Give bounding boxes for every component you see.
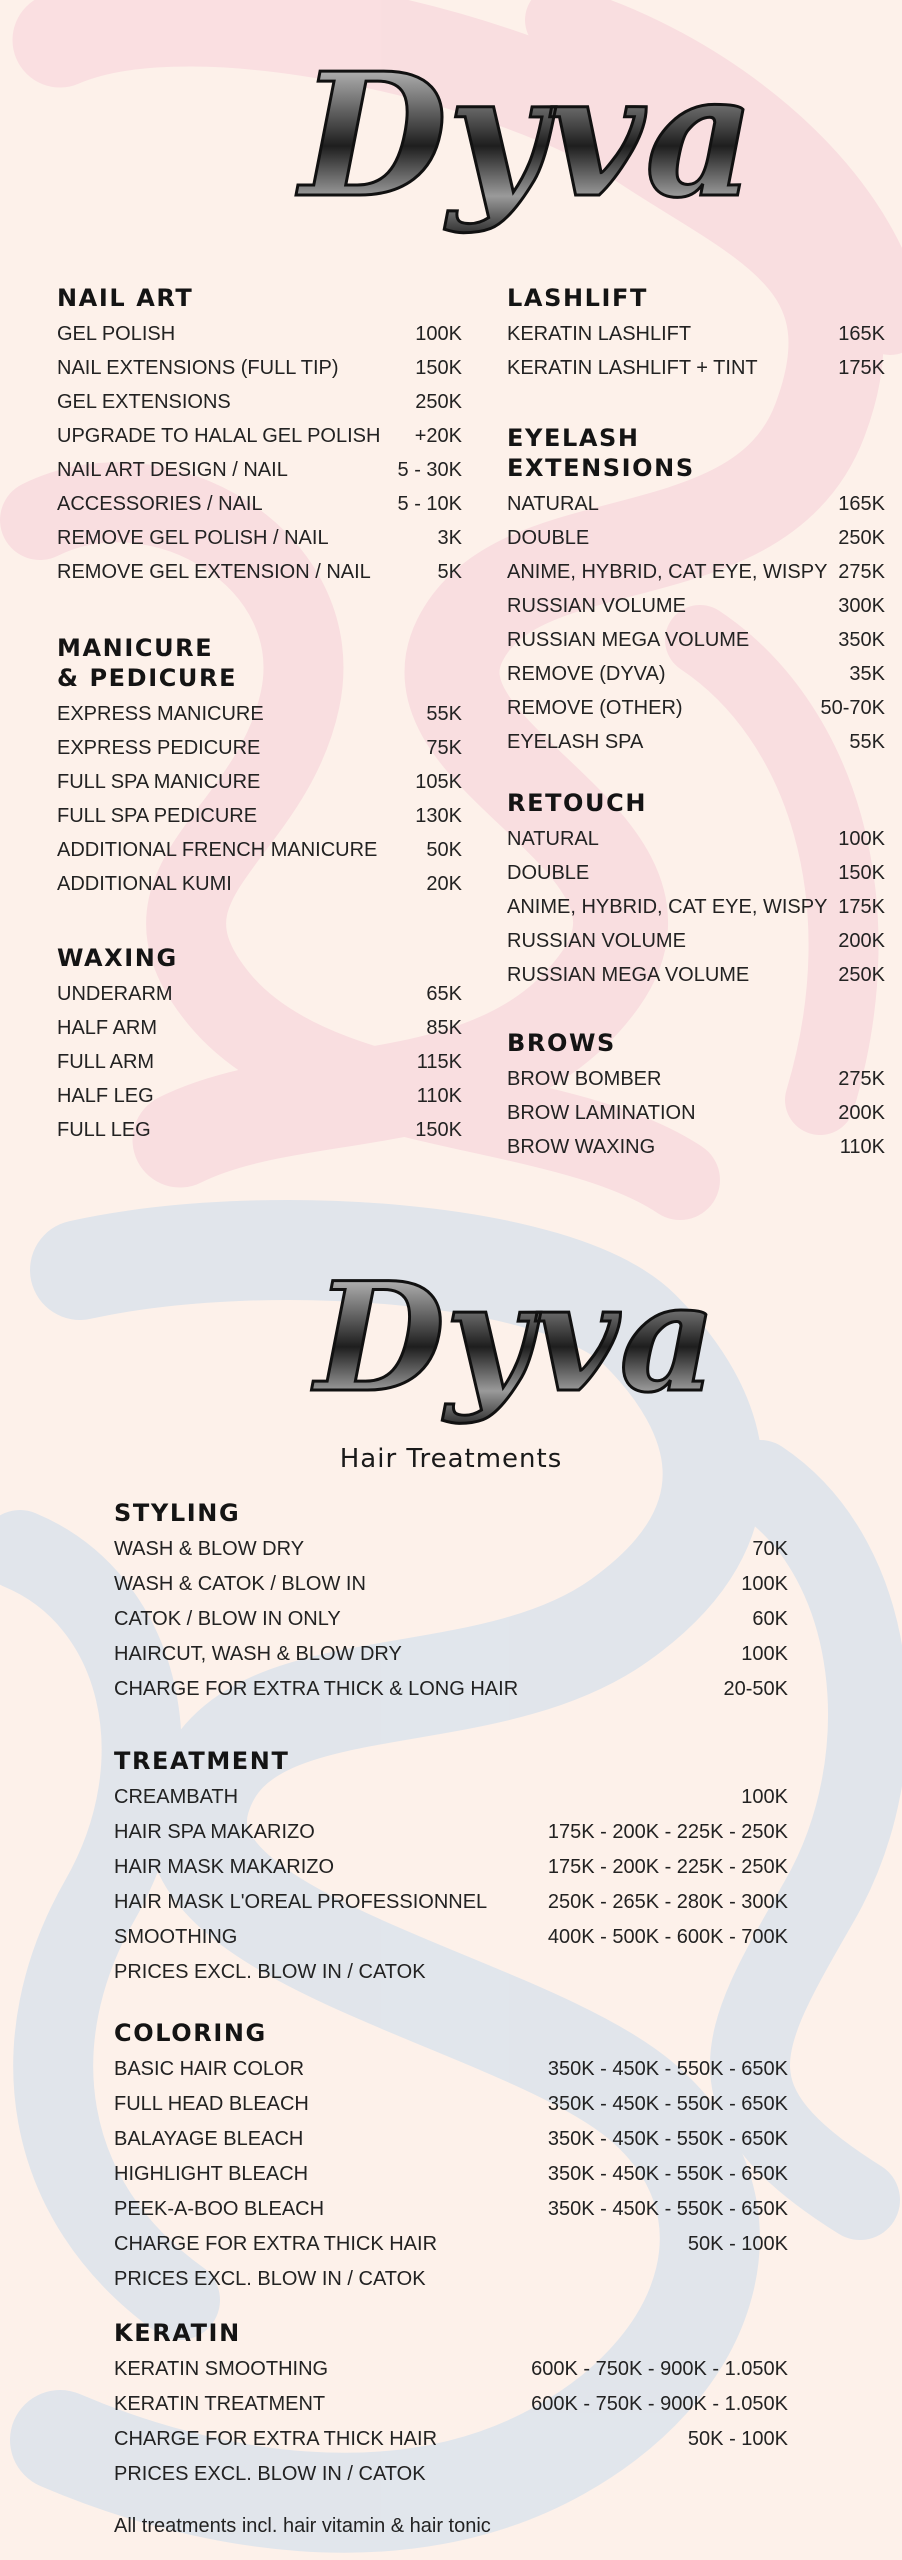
service-price: 100K: [838, 828, 885, 850]
service-name: BALAYAGE BLEACH: [114, 2128, 304, 2150]
price-row: [57, 1085, 462, 1119]
service-price: 100K: [741, 1786, 788, 1808]
service-price: 275K: [838, 561, 885, 583]
treatment-section: [114, 1746, 788, 1996]
service-name: DOUBLE: [507, 862, 590, 884]
service-price: 35K: [849, 663, 885, 685]
service-name: HAIRCUT, WASH & BLOW DRY: [114, 1643, 402, 1665]
price-row: [114, 2198, 788, 2233]
price-row: [507, 527, 885, 561]
price-row: [57, 1119, 462, 1153]
service-price: 350K - 450K - 550K - 650K: [547, 2058, 788, 2080]
service-price: 350K: [838, 629, 885, 651]
footer-note: All treatments incl. hair vitamin & hair tonic: [114, 2515, 491, 2537]
service-name: DOUBLE: [507, 527, 590, 549]
dyva-logo-top: [290, 20, 756, 260]
price-row: [507, 323, 885, 357]
price-row: [114, 1926, 788, 1961]
dyva-logo-hair: [305, 1235, 717, 1445]
waxing-heading: WAXING: [57, 944, 178, 972]
service-name: HAIR MASK MAKARIZO: [114, 1856, 335, 1878]
price-row: [507, 697, 885, 731]
service-name: FULL SPA MANICURE: [57, 771, 261, 793]
service-price: 200K: [838, 930, 885, 952]
price-row: [57, 459, 462, 493]
coloring-heading: COLORING: [114, 2019, 267, 2047]
service-name: NATURAL: [507, 493, 599, 515]
service-price: 165K: [838, 493, 885, 515]
service-price: 20-50K: [723, 1678, 788, 1700]
service-name: RUSSIAN VOLUME: [507, 595, 686, 617]
mani-pedi-list: [57, 703, 462, 907]
service-name: UPGRADE TO HALAL GEL POLISH: [57, 425, 381, 447]
price-row: [57, 493, 462, 527]
lashlift-heading: LASHLIFT: [507, 284, 649, 312]
service-name: FULL ARM: [57, 1051, 155, 1073]
price-row: [114, 1961, 788, 1996]
service-name: HAIR MASK L'OREAL PROFESSIONNEL: [114, 1891, 488, 1913]
price-row: [57, 1017, 462, 1051]
price-row: [57, 1051, 462, 1085]
price-row: [114, 1573, 788, 1608]
service-price: 50-70K: [820, 697, 885, 719]
service-name: RUSSIAN MEGA VOLUME: [507, 629, 750, 651]
svg-text:Dyva: Dyva: [315, 1250, 717, 1426]
lashlift-list: [507, 323, 885, 391]
service-name: EXPRESS PEDICURE: [57, 737, 261, 759]
brows-list: [507, 1068, 885, 1170]
service-price: 250K - 265K - 280K - 300K: [547, 1891, 788, 1913]
service-name: KERATIN LASHLIFT: [507, 323, 692, 345]
service-name: HAIR SPA MAKARIZO: [114, 1821, 315, 1843]
styling-list: [114, 1538, 788, 1713]
service-price: 350K - 450K - 550K - 650K: [547, 2128, 788, 2150]
service-price: 150K: [415, 357, 462, 379]
service-name: BASIC HAIR COLOR: [114, 2058, 305, 2080]
service-name: FULL SPA PEDICURE: [57, 805, 258, 827]
price-row: [57, 805, 462, 839]
service-name: EYELASH SPA: [507, 731, 644, 753]
service-price: 275K: [838, 1068, 885, 1090]
service-name: BROW LAMINATION: [507, 1102, 696, 1124]
service-price: 300K: [838, 595, 885, 617]
service-name: GEL EXTENSIONS: [57, 391, 231, 413]
service-name: CHARGE FOR EXTRA THICK & LONG HAIR: [114, 1678, 519, 1700]
keratin-heading: KERATIN: [114, 2319, 241, 2347]
service-name: FULL LEG: [57, 1119, 151, 1141]
service-name: HIGHLIGHT BLEACH: [114, 2163, 309, 2185]
service-price: 250K: [838, 527, 885, 549]
price-row: [57, 391, 462, 425]
service-price: 50K - 100K: [687, 2428, 788, 2450]
treatment-heading: TREATMENT: [114, 1747, 290, 1775]
price-row: [57, 357, 462, 391]
service-price: 55K: [849, 731, 885, 753]
price-row: [114, 2058, 788, 2093]
service-name: BROW BOMBER: [507, 1068, 662, 1090]
service-price: 5 - 30K: [397, 459, 462, 481]
nail-art-list: [57, 323, 462, 595]
price-row: [507, 930, 885, 964]
price-row: [114, 2463, 788, 2498]
price-row: [114, 2358, 788, 2393]
service-name: KERATIN TREATMENT: [114, 2393, 326, 2415]
service-name: PRICES EXCL. BLOW IN / CATOK: [114, 2268, 426, 2290]
service-name: CREAMBATH: [114, 1786, 239, 1808]
service-name: EXPRESS MANICURE: [57, 703, 264, 725]
service-name: KERATIN LASHLIFT + TINT: [507, 357, 758, 379]
nail-art-heading: NAIL ART: [57, 284, 194, 312]
service-name: GEL POLISH: [57, 323, 176, 345]
service-price: 110K: [839, 1136, 885, 1158]
service-name: ADDITIONAL KUMI: [57, 873, 232, 895]
service-price: 200K: [838, 1102, 885, 1124]
mani-pedi-heading-line2: & PEDICURE: [57, 664, 238, 692]
service-price: 175K - 200K - 225K - 250K: [547, 1856, 788, 1878]
service-price: 130K: [415, 805, 462, 827]
service-name: HALF ARM: [57, 1017, 158, 1039]
service-name: ANIME, HYBRID, CAT EYE, WISPY: [507, 896, 828, 918]
price-row: [114, 2128, 788, 2163]
service-price: 70K: [752, 1538, 788, 1560]
price-row: [114, 1643, 788, 1678]
price-row: [114, 1891, 788, 1926]
price-row: [57, 983, 462, 1017]
service-price: 250K: [415, 391, 462, 413]
service-name: NAIL EXTENSIONS (FULL TIP): [57, 357, 339, 379]
price-row: [507, 561, 885, 595]
mani-pedi-section: [57, 633, 462, 907]
service-name: BROW WAXING: [507, 1136, 656, 1158]
service-price: 400K - 500K - 600K - 700K: [547, 1926, 788, 1948]
price-row: [57, 425, 462, 459]
service-price: 150K: [838, 862, 885, 884]
retouch-heading: RETOUCH: [507, 789, 648, 817]
price-row: [507, 964, 885, 998]
price-row: [507, 595, 885, 629]
nail-art-section: [57, 283, 462, 595]
service-price: 115K: [416, 1051, 462, 1073]
service-price: 105K: [415, 771, 462, 793]
service-price: 600K - 750K - 900K - 1.050K: [531, 2393, 788, 2415]
service-name: KERATIN SMOOTHING: [114, 2358, 329, 2380]
price-row: [114, 2268, 788, 2303]
service-price: 65K: [426, 983, 462, 1005]
price-row: [507, 663, 885, 697]
waxing-section: [57, 943, 462, 1153]
styling-section: [114, 1498, 788, 1713]
price-row: [57, 737, 462, 771]
price-row: [57, 703, 462, 737]
keratin-list: [114, 2358, 788, 2498]
treatment-list: [114, 1786, 788, 1996]
service-price: 3K: [437, 527, 462, 549]
styling-heading: STYLING: [114, 1499, 241, 1527]
service-name: PEEK-A-BOO BLEACH: [114, 2198, 325, 2220]
price-row: [507, 1068, 885, 1102]
price-row: [507, 493, 885, 527]
service-price: 5 - 10K: [397, 493, 462, 515]
mani-pedi-heading-line1: MANICURE: [57, 634, 214, 662]
price-row: [507, 1136, 885, 1170]
service-name: WASH & CATOK / BLOW IN: [114, 1573, 366, 1595]
service-name: REMOVE GEL POLISH / NAIL: [57, 527, 329, 549]
price-row: [57, 771, 462, 805]
price-row: [507, 896, 885, 930]
service-name: ADDITIONAL FRENCH MANICURE: [57, 839, 378, 861]
retouch-list: [507, 828, 885, 998]
price-row: [114, 1856, 788, 1891]
service-name: ANIME, HYBRID, CAT EYE, WISPY: [507, 561, 828, 583]
service-price: 350K - 450K - 550K - 650K: [547, 2163, 788, 2185]
price-row: [114, 1786, 788, 1821]
service-price: 175K: [838, 357, 885, 379]
service-name: REMOVE (OTHER): [507, 697, 683, 719]
price-row: [57, 323, 462, 357]
eyelash-ext-heading-line1: EYELASH: [507, 424, 640, 452]
service-price: 350K - 450K - 550K - 650K: [547, 2093, 788, 2115]
hair-treatments-subtitle: Hair Treatments: [339, 1444, 563, 1474]
coloring-list: [114, 2058, 788, 2303]
eyelash-ext-list: [507, 493, 885, 765]
price-row: [507, 629, 885, 663]
service-price: 20K: [426, 873, 462, 895]
service-name: PRICES EXCL. BLOW IN / CATOK: [114, 1961, 426, 1983]
service-price: 85K: [426, 1017, 462, 1039]
price-row: [114, 1608, 788, 1643]
service-price: 60K: [752, 1608, 788, 1630]
price-row: [507, 828, 885, 862]
price-row: [114, 2428, 788, 2463]
service-price: 50K: [426, 839, 462, 861]
service-price: 350K - 450K - 550K - 650K: [547, 2198, 788, 2220]
price-row: [57, 839, 462, 873]
price-row: [57, 527, 462, 561]
brows-section: [507, 1028, 885, 1170]
service-price: 100K: [415, 323, 462, 345]
price-row: [507, 357, 885, 391]
service-price: 165K: [838, 323, 885, 345]
service-price: 250K: [838, 964, 885, 986]
price-row: [57, 561, 462, 595]
service-name: NAIL ART DESIGN / NAIL: [57, 459, 288, 481]
service-name: REMOVE GEL EXTENSION / NAIL: [57, 561, 371, 583]
service-name: FULL HEAD BLEACH: [114, 2093, 309, 2115]
service-name: UNDERARM: [57, 983, 173, 1005]
service-name: WASH & BLOW DRY: [114, 1538, 305, 1560]
eyelash-ext-heading-line2: EXTENSIONS: [507, 454, 695, 482]
service-price: 75K: [426, 737, 462, 759]
service-price: +20K: [414, 425, 462, 447]
waxing-list: [57, 983, 462, 1153]
price-row: [114, 2163, 788, 2198]
price-row: [114, 2093, 788, 2128]
lashlift-section: [507, 283, 885, 391]
service-name: REMOVE (DYVA): [507, 663, 666, 685]
svg-text:Dyva: Dyva: [300, 36, 756, 236]
service-name: CATOK / BLOW IN ONLY: [114, 1608, 341, 1630]
price-row: [57, 873, 462, 907]
service-price: 100K: [741, 1643, 788, 1665]
service-price: 100K: [741, 1573, 788, 1595]
price-row: [114, 2393, 788, 2428]
service-price: 175K: [838, 896, 885, 918]
price-row: [507, 862, 885, 896]
price-row: [114, 2233, 788, 2268]
service-price: 175K - 200K - 225K - 250K: [547, 1821, 788, 1843]
price-row: [507, 1102, 885, 1136]
service-name: CHARGE FOR EXTRA THICK HAIR: [114, 2428, 438, 2450]
service-price: 50K - 100K: [687, 2233, 788, 2255]
retouch-section: [507, 788, 885, 998]
service-name: ACCESSORIES / NAIL: [57, 493, 263, 515]
service-name: RUSSIAN MEGA VOLUME: [507, 964, 750, 986]
price-row: [507, 731, 885, 765]
service-name: SMOOTHING: [114, 1926, 238, 1948]
brows-heading: BROWS: [507, 1029, 616, 1057]
service-price: 110K: [416, 1085, 462, 1107]
service-name: PRICES EXCL. BLOW IN / CATOK: [114, 2463, 426, 2485]
price-row: [114, 1821, 788, 1856]
service-price: 5K: [437, 561, 462, 583]
service-name: HALF LEG: [57, 1085, 154, 1107]
coloring-section: [114, 2018, 788, 2303]
eyelash-extensions-section: [507, 423, 885, 765]
price-row: [114, 1678, 788, 1713]
price-row: [114, 1538, 788, 1573]
keratin-section: [114, 2318, 788, 2498]
service-price: 150K: [415, 1119, 462, 1141]
service-price: 600K - 750K - 900K - 1.050K: [531, 2358, 788, 2380]
service-price: 55K: [426, 703, 462, 725]
service-name: CHARGE FOR EXTRA THICK HAIR: [114, 2233, 438, 2255]
service-name: NATURAL: [507, 828, 599, 850]
service-name: RUSSIAN VOLUME: [507, 930, 686, 952]
